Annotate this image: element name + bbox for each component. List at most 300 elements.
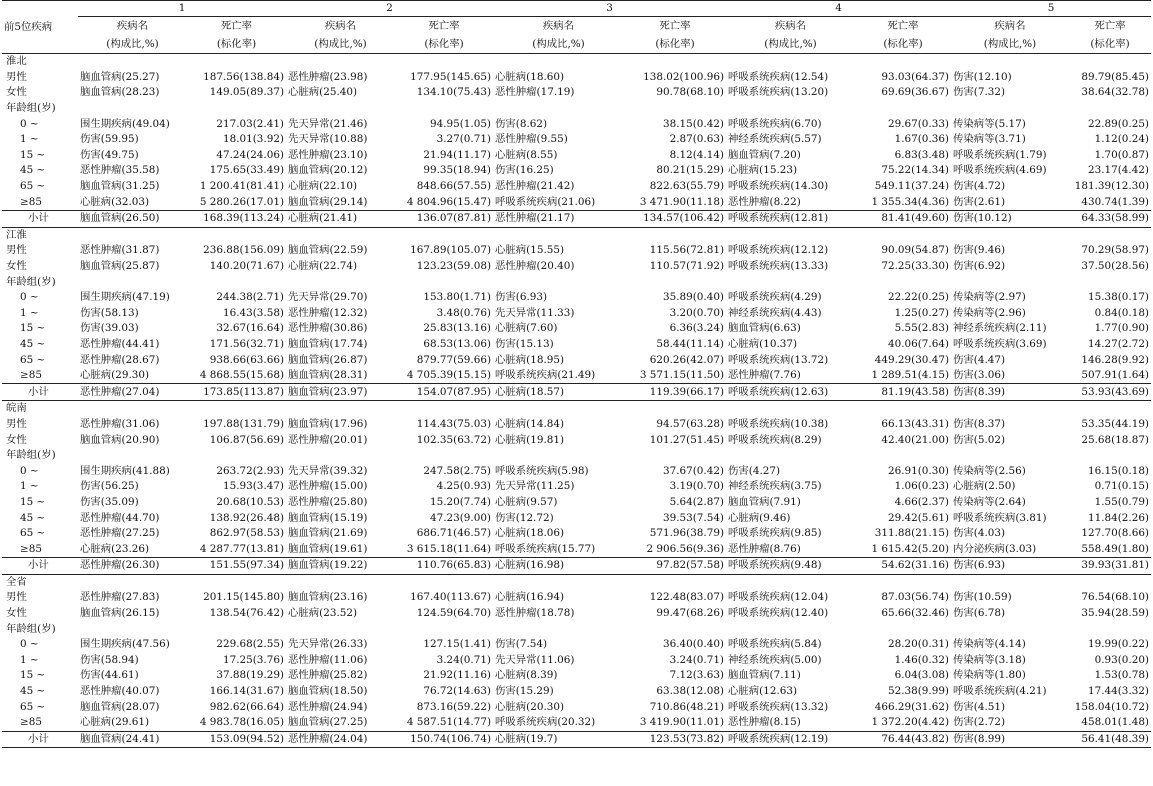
header-rate-label-line2: (标化率) [1069,35,1151,54]
disease-name-cell: 伤害(4.03) [953,527,1006,540]
disease-name-cell: 伤害(44.61) [80,669,139,682]
disease-name-cell: 伤害(39.03) [80,322,139,335]
disease-name-cell: 恶性肿瘤(23.98) [288,70,368,83]
mortality-rate-cell: 862.97(58.53) [209,527,284,540]
disease-name-cell: 恶性肿瘤(40.07) [80,685,160,698]
mortality-rate-cell: 16.43(3.58) [223,306,284,319]
header-subcolumn-row-1 [2,17,1151,36]
disease-name-cell: 神经系统疾病(3.75) [728,480,822,493]
age-row [2,495,1151,511]
mortality-rate-cell: 5.55(2.83) [894,322,949,335]
mortality-rate-cell: 37.50(28.56) [1081,260,1149,273]
mortality-rate-cell: 686.71(46.57) [416,527,491,540]
disease-name-cell: 先天异常(11.25) [495,480,575,493]
mortality-rate-cell: 1.55(0.79) [1094,495,1149,508]
disease-name-cell: 脑血管病(17.74) [288,337,368,350]
disease-name-cell: 心脏病(18.57) [493,384,624,401]
mortality-rate-cell: 430.74(1.39) [1081,195,1149,208]
sex-row [2,85,1151,101]
mortality-rate-cell: 549.11(37.24) [874,180,949,193]
subtotal-row [2,384,1151,401]
mortality-rate-cell: 119.39(66.17) [624,384,726,401]
disease-name-cell: 心脏病(23.52) [288,607,358,620]
mortality-rate-cell: 38.15(0.42) [663,117,724,130]
subtotal-label: 小计 [2,210,78,227]
mortality-rate-cell: 123.53(73.82) [624,731,726,748]
mortality-rate-cell: 21.94(11.17) [423,148,491,161]
mortality-rate-cell: 229.68(2.55) [216,638,284,651]
disease-name-cell: 心脏病(19.7) [493,731,624,748]
subtotal-row [2,731,1151,748]
mortality-rate-cell: 982.62(66.64) [209,700,284,713]
mortality-rate-cell: 1.06(0.23) [894,480,949,493]
mortality-rate-cell: 87.03(56.74) [881,591,949,604]
disease-name-cell: 神经系统疾病(5.57) [728,133,822,146]
age-row [2,637,1151,653]
mortality-rate-cell: 151.55(97.34) [187,558,286,575]
disease-name-cell: 心脏病(9.46) [728,511,791,524]
disease-name-cell: 呼吸系统疾病(4.29) [728,291,822,304]
region-name: 全省 [6,575,27,588]
mortality-rate-cell: 4.25(0.93) [436,480,491,493]
mortality-rate-cell: 2.87(0.63) [669,133,724,146]
age-label: 45 ~ [20,511,46,524]
mortality-rate-cell: 620.26(42.07) [649,353,724,366]
mortality-rate-cell: 127.15(1.41) [423,638,491,651]
mortality-rate-cell: 3.19(0.70) [669,480,724,493]
mortality-rate-cell: 138.92(26.48) [209,511,284,524]
disease-name-cell: 伤害(8.37) [953,417,1006,430]
disease-name-cell: 脑血管病(6.63) [728,322,801,335]
subtotal-label: 小计 [2,384,78,401]
disease-name-cell: 脑血管病(23.97) [286,384,395,401]
disease-name-cell: 心脏病(8.39) [495,669,558,682]
disease-name-cell: 先天异常(39.32) [288,464,368,477]
disease-name-cell: 脑血管病(26.50) [78,210,187,227]
disease-name-cell: 伤害(8.39) [951,384,1069,401]
mortality-rate-cell: 873.16(59.22) [416,700,491,713]
disease-name-cell: 呼吸系统疾病(5.84) [728,638,822,651]
mortality-rate-cell: 69.69(36.67) [881,86,949,99]
mortality-rate-cell: 52.38(9.99) [888,685,949,698]
header-rate-label-line1: 死亡率 [428,19,460,32]
disease-name-cell: 呼吸系统疾病(12.54) [728,70,829,83]
header-name-label-line2: (构成比,%) [951,35,1069,54]
sex-label: 男性 [6,70,27,83]
mortality-rate-cell: 167.89(105.07) [410,244,491,257]
disease-name-cell: 先天异常(10.88) [288,133,368,146]
mortality-rate-cell: 149.05(89.37) [209,86,284,99]
mortality-rate-cell: 1 615.42(5.20) [871,542,949,555]
mortality-rate-cell: 66.13(43.31) [881,417,949,430]
mortality-rate-cell: 75.22(14.34) [881,164,949,177]
mortality-rate-cell: 1 372.20(4.42) [871,716,949,729]
mortality-rate-cell: 134.57(106.42) [624,210,726,227]
disease-name-cell: 恶性肿瘤(8.22) [728,195,801,208]
subtotal-row [2,210,1151,227]
mortality-rate-cell: 3.20(0.70) [669,306,724,319]
mortality-rate-cell: 22.89(0.25) [1088,117,1149,130]
disease-name-cell: 恶性肿瘤(25.82) [288,669,368,682]
disease-name-cell: 先天异常(11.06) [495,653,575,666]
mortality-rate-cell: 171.56(32.71) [209,337,284,350]
sex-row [2,606,1151,622]
mortality-rate-cell: 167.40(113.67) [410,591,491,604]
header-rate-label-line1: 死亡率 [1094,19,1126,32]
age-label: 15 ~ [20,669,46,682]
disease-name-cell: 伤害(8.99) [951,731,1069,748]
disease-name-cell: 呼吸系统疾病(9.48) [726,558,855,575]
mortality-rate-cell: 93.03(64.37) [881,70,949,83]
age-label: 65 ~ [20,527,46,540]
age-group-heading-row [2,621,1151,637]
age-label: 15 ~ [20,322,46,335]
mortality-rate-cell: 466.29(31.62) [874,700,949,713]
age-row [2,194,1151,210]
header-name-label-line2: (构成比,%) [78,35,187,54]
header-rate-label-line2: (标化率) [395,35,493,54]
disease-name-cell: 脑血管病(17.96) [288,417,368,430]
age-label: 65 ~ [20,180,46,193]
mortality-rate-cell: 3 419.90(11.01) [639,716,724,729]
mortality-rate-cell: 42.40(21.00) [881,433,949,446]
disease-name-cell: 恶性肿瘤(35.58) [80,164,160,177]
mortality-rate-cell: 35.94(28.59) [1081,607,1149,620]
age-label: 1 ~ [20,653,39,666]
disease-name-cell: 先天异常(26.33) [288,638,368,651]
mortality-rate-cell: 3 571.15(11.50) [639,369,724,382]
mortality-rate-cell: 1.46(0.32) [894,653,949,666]
mortality-rate-cell: 136.07(87.81) [395,210,493,227]
header-rate-label-line1: 死亡率 [659,19,691,32]
mortality-rate-cell: 4 287.77(13.81) [199,542,284,555]
disease-name-cell: 传染病等(2.64) [953,495,1026,508]
disease-name-cell: 心脏病(23.26) [80,542,150,555]
header-name-label-line1: 疾病名 [994,19,1026,32]
mortality-rate-cell: 81.19(43.58) [855,384,951,401]
header-rate-label-line2: (标化率) [855,35,951,54]
disease-name-cell: 伤害(58.94) [80,653,139,666]
disease-name-cell: 伤害(3.06) [953,369,1006,382]
age-label: ≥85 [20,369,42,382]
sex-row [2,259,1151,275]
disease-name-cell: 脑血管病(26.15) [80,607,160,620]
mortality-rate-cell: 39.53(7.54) [663,511,724,524]
mortality-rate-cell: 879.77(59.66) [416,353,491,366]
disease-name-cell: 呼吸系统疾病(13.32) [728,700,829,713]
mortality-rate-cell: 56.41(48.39) [1069,731,1151,748]
disease-name-cell: 伤害(2.61) [953,195,1006,208]
mortality-rate-cell: 3.24(0.71) [669,653,724,666]
disease-name-cell: 心脏病(16.94) [495,591,565,604]
mortality-rate-cell: 150.74(106.74) [395,731,493,748]
disease-name-cell: 心脏病(7.60) [495,322,558,335]
disease-name-cell: 内分泌疾病(3.03) [953,542,1037,555]
mortality-rate-cell: 99.47(68.26) [656,607,724,620]
disease-name-cell: 伤害(15.29) [495,685,554,698]
disease-name-cell: 传染病等(2.97) [953,291,1026,304]
disease-name-cell: 恶性肿瘤(31.87) [80,244,160,257]
mortality-rate-cell: 187.56(138.84) [203,70,284,83]
disease-name-cell: 伤害(6.93) [495,291,548,304]
age-label: 0 ~ [20,464,39,477]
disease-name-cell: 脑血管病(7.20) [728,148,801,161]
disease-name-cell: 伤害(7.54) [495,638,548,651]
disease-name-cell: 脑血管病(31.25) [80,180,160,193]
mortality-rate-cell: 114.43(75.03) [416,417,491,430]
age-label: 1 ~ [20,306,39,319]
disease-name-cell: 心脏病(14.84) [495,417,565,430]
disease-name-cell: 伤害(35.09) [80,495,139,508]
age-row [2,179,1151,195]
disease-name-cell: 心脏病(18.95) [495,353,565,366]
mortality-rate-cell: 3.48(0.76) [436,306,491,319]
disease-name-cell: 伤害(2.72) [953,716,1006,729]
disease-name-cell: 脑血管病(15.19) [288,511,368,524]
age-label: ≥85 [20,716,42,729]
disease-name-cell: 脑血管病(20.90) [80,433,160,446]
region-name: 皖南 [6,402,27,415]
disease-name-cell: 呼吸系统疾病(3.81) [953,511,1047,524]
age-row [2,132,1151,148]
mortality-rate-cell: 58.44(11.14) [656,337,724,350]
mortality-rate-cell: 146.28(9.92) [1081,353,1149,366]
disease-name-cell: 恶性肿瘤(7.76) [728,369,801,382]
mortality-rate-cell: 28.20(0.31) [888,638,949,651]
header-subcolumn-row-2 [2,35,1151,54]
mortality-rate-cell: 311.88(21.15) [874,527,949,540]
disease-name-cell: 恶性肿瘤(44.70) [80,511,160,524]
age-row [2,541,1151,557]
mortality-rate-cell: 4 868.55(15.68) [199,369,284,382]
mortality-rate-cell: 76.44(43.82) [855,731,951,748]
mortality-rate-cell: 15.20(7.74) [430,495,491,508]
disease-name-cell: 传染病等(3.71) [953,133,1026,146]
disease-name-cell: 神经系统疾病(2.11) [953,322,1047,335]
disease-name-cell: 脑血管病(28.23) [80,86,160,99]
mortality-rate-cell: 263.72(2.93) [216,464,284,477]
disease-name-cell: 呼吸系统疾病(3.69) [953,337,1047,350]
disease-name-cell: 伤害(6.93) [951,558,1069,575]
disease-name-cell: 恶性肿瘤(27.83) [80,591,160,604]
rank-header-3: 3 [493,1,726,17]
sex-row [2,432,1151,448]
disease-name-cell: 脑血管病(22.59) [288,244,368,257]
age-group-heading-row [2,101,1151,117]
mortality-rate-cell: 53.35(44.19) [1081,417,1149,430]
mortality-rate-cell: 1.25(0.27) [894,306,949,319]
mortality-rate-cell: 53.93(43.69) [1069,384,1151,401]
disease-name-cell: 脑血管病(7.91) [728,495,801,508]
disease-name-cell: 恶性肿瘤(24.94) [288,700,368,713]
sex-label: 男性 [6,244,27,257]
age-row [2,699,1151,715]
mortality-rate-cell: 247.58(2.75) [423,464,491,477]
disease-name-cell: 呼吸系统疾病(6.70) [728,117,822,130]
sex-label: 女性 [6,433,27,446]
disease-name-cell: 呼吸系统疾病(12.63) [726,384,855,401]
disease-name-cell: 恶性肿瘤(23.10) [288,148,368,161]
disease-name-cell: 呼吸系统疾病(21.49) [495,369,596,382]
disease-name-cell: 呼吸系统疾病(13.72) [728,353,829,366]
header-rate-label-line2: (标化率) [187,35,286,54]
subtotal-label: 小计 [2,558,78,575]
mortality-rate-cell: 29.42(5.61) [888,511,949,524]
disease-name-cell: 呼吸系统疾病(8.29) [728,433,822,446]
disease-name-cell: 恶性肿瘤(44.41) [80,337,160,350]
disease-name-cell: 伤害(58.13) [80,306,139,319]
mortality-rate-cell: 0.71(0.15) [1094,480,1149,493]
age-row [2,352,1151,368]
disease-name-cell: 伤害(49.75) [80,148,139,161]
disease-name-cell: 脑血管病(21.69) [288,527,368,540]
disease-name-cell: 心脏病(22.74) [288,260,358,273]
region-name: 淮北 [6,55,27,68]
mortality-rate-cell: 54.62(31.16) [855,558,951,575]
age-label: 15 ~ [20,495,46,508]
mortality-rate-cell: 168.39(113.24) [187,210,286,227]
subtotal-row [2,558,1151,575]
mortality-rate-cell: 1.67(0.36) [894,133,949,146]
mortality-rate-cell: 822.63(55.79) [649,180,724,193]
age-row [2,290,1151,306]
mortality-rate-cell: 173.85(113.87) [187,384,286,401]
disease-name-cell: 心脏病(22.10) [288,180,358,193]
mortality-rate-cell: 94.57(63.28) [656,417,724,430]
disease-name-cell: 伤害(4.72) [953,180,1006,193]
disease-name-cell: 呼吸系统疾病(12.04) [728,591,829,604]
disease-name-cell: 呼吸系统疾病(12.81) [726,210,855,227]
header-rate-label-line1: 死亡率 [220,19,253,32]
mortality-rate-cell: 80.21(15.29) [656,164,724,177]
mortality-rate-cell: 81.41(49.60) [855,210,951,227]
age-group-heading-row [2,448,1151,464]
disease-name-cell: 伤害(6.92) [953,260,1006,273]
mortality-rate-cell: 244.38(2.71) [216,291,284,304]
disease-name-cell: 脑血管病(19.61) [288,542,368,555]
mortality-rate-cell: 201.15(145.80) [203,591,284,604]
age-row [2,526,1151,542]
disease-name-cell: 围生期疾病(47.19) [80,291,170,304]
mortality-rate-cell: 177.95(145.65) [410,70,491,83]
disease-name-cell: 伤害(56.25) [80,480,139,493]
disease-name-cell: 恶性肿瘤(26.30) [78,558,187,575]
disease-name-cell: 恶性肿瘤(27.04) [78,384,187,401]
disease-name-cell: 心脏病(8.55) [495,148,558,161]
disease-name-cell: 呼吸系统疾病(9.85) [728,527,822,540]
sex-label: 男性 [6,417,27,430]
disease-name-cell: 呼吸系统疾病(15.77) [495,542,596,555]
disease-name-cell: 先天异常(29.70) [288,291,368,304]
mortality-rate-cell: 197.88(131.79) [203,417,284,430]
disease-name-cell: 呼吸系统疾病(4.21) [953,685,1047,698]
age-row [2,116,1151,132]
mortality-rate-cell: 37.67(0.42) [663,464,724,477]
mortality-rate-cell: 94.95(1.05) [430,117,491,130]
mortality-rate-cell: 3 615.18(11.64) [406,542,491,555]
mortality-rate-cell: 25.68(18.87) [1081,433,1149,446]
header-name-label-line1: 疾病名 [774,19,807,32]
age-row [2,321,1151,337]
disease-name-cell: 恶性肿瘤(20.40) [495,260,575,273]
mortality-rate-cell: 138.02(100.96) [643,70,724,83]
mortality-rate-cell: 22.22(0.25) [888,291,949,304]
mortality-rate-cell: 449.29(30.47) [874,353,949,366]
rank-header-2: 2 [286,1,493,17]
age-group-heading-row [2,274,1151,290]
age-label: 1 ~ [20,480,39,493]
mortality-rate-cell: 6.83(3.48) [894,148,949,161]
mortality-rate-cell: 4 804.96(15.47) [406,195,491,208]
disease-name-cell: 心脏病(25.40) [288,86,358,99]
disease-name-cell: 心脏病(15.55) [495,244,565,257]
disease-name-cell: 传染病等(2.56) [953,464,1026,477]
header-rate-label-line1: 死亡率 [887,19,919,32]
disease-name-cell: 伤害(6.78) [953,607,1006,620]
disease-name-cell: 围生期疾病(47.56) [80,638,170,651]
mortality-rate-cell: 14.27(2.72) [1088,337,1149,350]
disease-name-cell: 心脏病(16.98) [493,558,624,575]
disease-name-cell: 呼吸系统疾病(20.32) [495,716,596,729]
mortality-rate-cell: 72.25(33.30) [881,260,949,273]
disease-name-cell: 恶性肿瘤(15.00) [288,480,368,493]
disease-name-cell: 先天异常(11.33) [495,306,575,319]
mortality-rate-cell: 236.88(156.09) [203,244,284,257]
header-name-label-line2: (构成比,%) [493,35,624,54]
disease-name-cell: 心脏病(18.60) [495,70,565,83]
mortality-rate-cell: 127.70(8.66) [1081,527,1149,540]
mortality-rate-cell: 0.84(0.18) [1094,306,1149,319]
disease-name-cell: 恶性肿瘤(9.55) [495,133,568,146]
mortality-rate-cell: 11.84(2.26) [1088,511,1149,524]
disease-name-cell: 脑血管病(29.14) [288,195,368,208]
mortality-rate-cell: 47.24(24.06) [216,148,284,161]
mortality-rate-cell: 848.66(57.55) [416,180,491,193]
disease-name-cell: 恶性肿瘤(24.04) [286,731,395,748]
age-row [2,653,1151,669]
mortality-rate-cell: 158.04(10.72) [1074,700,1149,713]
disease-name-cell: 心脏病(20.30) [495,700,565,713]
age-label: 0 ~ [20,638,39,651]
disease-name-cell: 神经系统疾病(4.43) [728,306,822,319]
disease-name-cell: 恶性肿瘤(31.06) [80,417,160,430]
disease-name-cell: 心脏病(32.03) [80,195,150,208]
disease-name-cell: 心脏病(29.61) [80,716,150,729]
rank-header-5: 5 [951,1,1151,17]
disease-name-cell: 传染病等(1.80) [953,669,1026,682]
disease-name-cell: 恶性肿瘤(25.80) [288,495,368,508]
mortality-rate-cell: 4.66(2.37) [894,495,949,508]
mortality-rate-cell: 70.29(58.97) [1081,244,1149,257]
mortality-rate-cell: 153.80(1.71) [423,291,491,304]
age-row [2,668,1151,684]
subtotal-label: 小计 [2,731,78,748]
disease-name-cell: 恶性肿瘤(20.01) [288,433,368,446]
disease-name-cell: 脑血管病(23.16) [288,591,368,604]
mortality-rate-cell: 6.04(3.08) [894,669,949,682]
region-row [2,401,1151,417]
mortality-rate-cell: 5.64(2.87) [669,495,724,508]
mortality-rate-cell: 3.27(0.71) [436,133,491,146]
disease-name-cell: 心脏病(18.06) [495,527,565,540]
disease-name-cell: 传染病等(4.14) [953,638,1026,651]
mortality-rate-cell: 710.86(48.21) [649,700,724,713]
mortality-rate-cell: 23.17(4.42) [1088,164,1149,177]
mortality-rate-cell: 106.87(56.69) [209,433,284,446]
mortality-rate-cell: 1 289.51(4.15) [871,369,949,382]
age-row [2,463,1151,479]
disease-name-cell: 心脏病(21.41) [286,210,395,227]
